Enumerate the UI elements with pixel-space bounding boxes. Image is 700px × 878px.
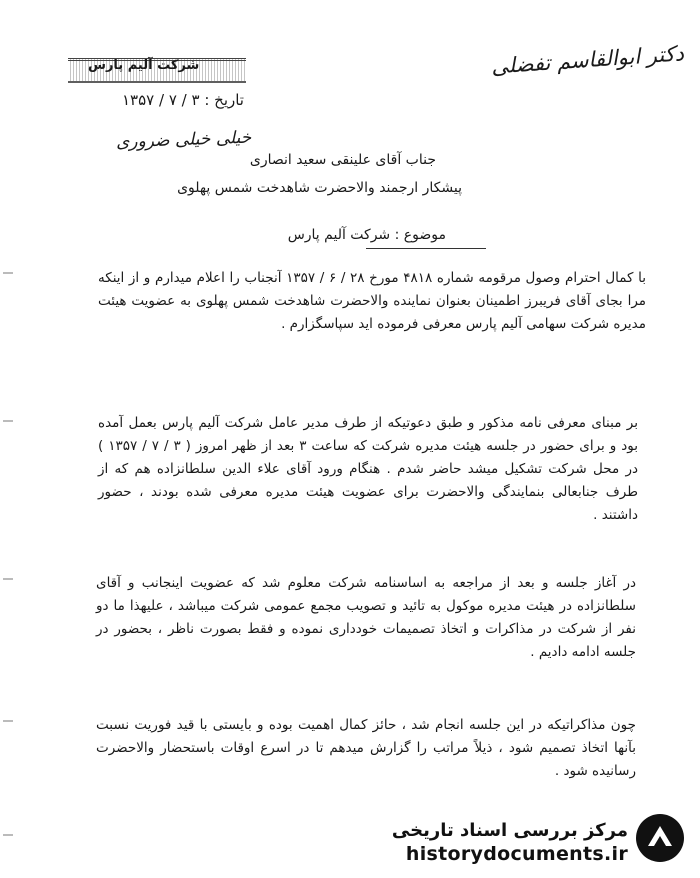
margin-mark [3, 420, 13, 422]
urgency-classification: خیلی خیلی ضروری [115, 127, 252, 153]
archive-logo-icon [634, 812, 686, 864]
subject-underline [366, 248, 486, 249]
letter-subject: موضوع : شرکت آلیم پارس [287, 227, 446, 243]
sender-handwritten-name: دکتر ابوالقاسم تفضلی [490, 41, 685, 79]
recipient-name: جناب آقای علینقی سعید انصاری [249, 152, 436, 168]
letter-date: تاریخ : ۳ / ۷ / ۱۳۵۷ [122, 91, 244, 109]
stamp-text: شرکت آلیم پارس [88, 58, 200, 73]
margin-mark [3, 272, 13, 274]
margin-mark [3, 834, 13, 836]
watermark-title: مرکز بررسی اسناد تاریخی [391, 820, 628, 841]
body-paragraph-1: با کمال احترام وصول مرقومه شماره ۴۸۱۸ مورخ ۲۸ / ۶ / ۱۳۵۷ آنجناب را اعلام میدارم و از اینکه مرا بجای آقای فریبرز اطمینان بعنوان نماینده والاحضرت شاهدخت شمس پهلوی به عضویت هیئت مدیره شرکت سهامی آلیم پارس معرفی فرموده اید سپاسگزارم . [98, 270, 646, 332]
recipient-title: پیشکار ارجمند والاحضرت شاهدخت شمس پهلوی [177, 180, 462, 196]
body-paragraph-3: در آغاز جلسه و بعد از مراجعه به اساسنامه شرکت معلوم شد که عضویت اینجانب و آقای سلطانزاده در هیئت مدیره موکول به تائید و تصویب مجمع عمومی شرکت میباشد ، علیهذا ما دو نفر از شرکت در مذاکرات و اتخاذ تصمیمات خودداری نموده و فقط بصورت ناظر ، بحضور در جلسه ادامه دادیم . [96, 575, 636, 660]
watermark-url[interactable]: historydocuments.ir [405, 843, 628, 865]
margin-mark [3, 578, 13, 580]
body-paragraph-2: بر مبنای معرفی نامه مذکور و طبق دعوتیکه از طرف مدیر عامل شرکت آلیم پارس بعمل آمده بود و برای حضور در جلسه هیئت مدیره شرکت که ساعت ۳ بعد از ظهر امروز ( ۳ / ۷ / ۱۳۵۷ ) در محل شرکت تشکیل میشد حاضر شدم . هنگام ورود آقای علاء الدین سلطانزاده هم که از طرف جنابعالی بنمایندگی والاحضرت برای عضویت هیئت مدیره معرفی شده بودند ، حضور داشتند . [98, 415, 638, 523]
margin-mark [3, 720, 13, 722]
body-paragraph-4: چون مذاکراتیکه در این جلسه انجام شد ، حائز کمال اهمیت بوده و بایستی با قید فوریت نسبت بآنها اتخاذ تصمیم شود ، ذیلاً مراتب را گزارش میدهم تا در اسرع اوقات باستحضار والاحضرت رسانیده شود . [96, 717, 636, 779]
